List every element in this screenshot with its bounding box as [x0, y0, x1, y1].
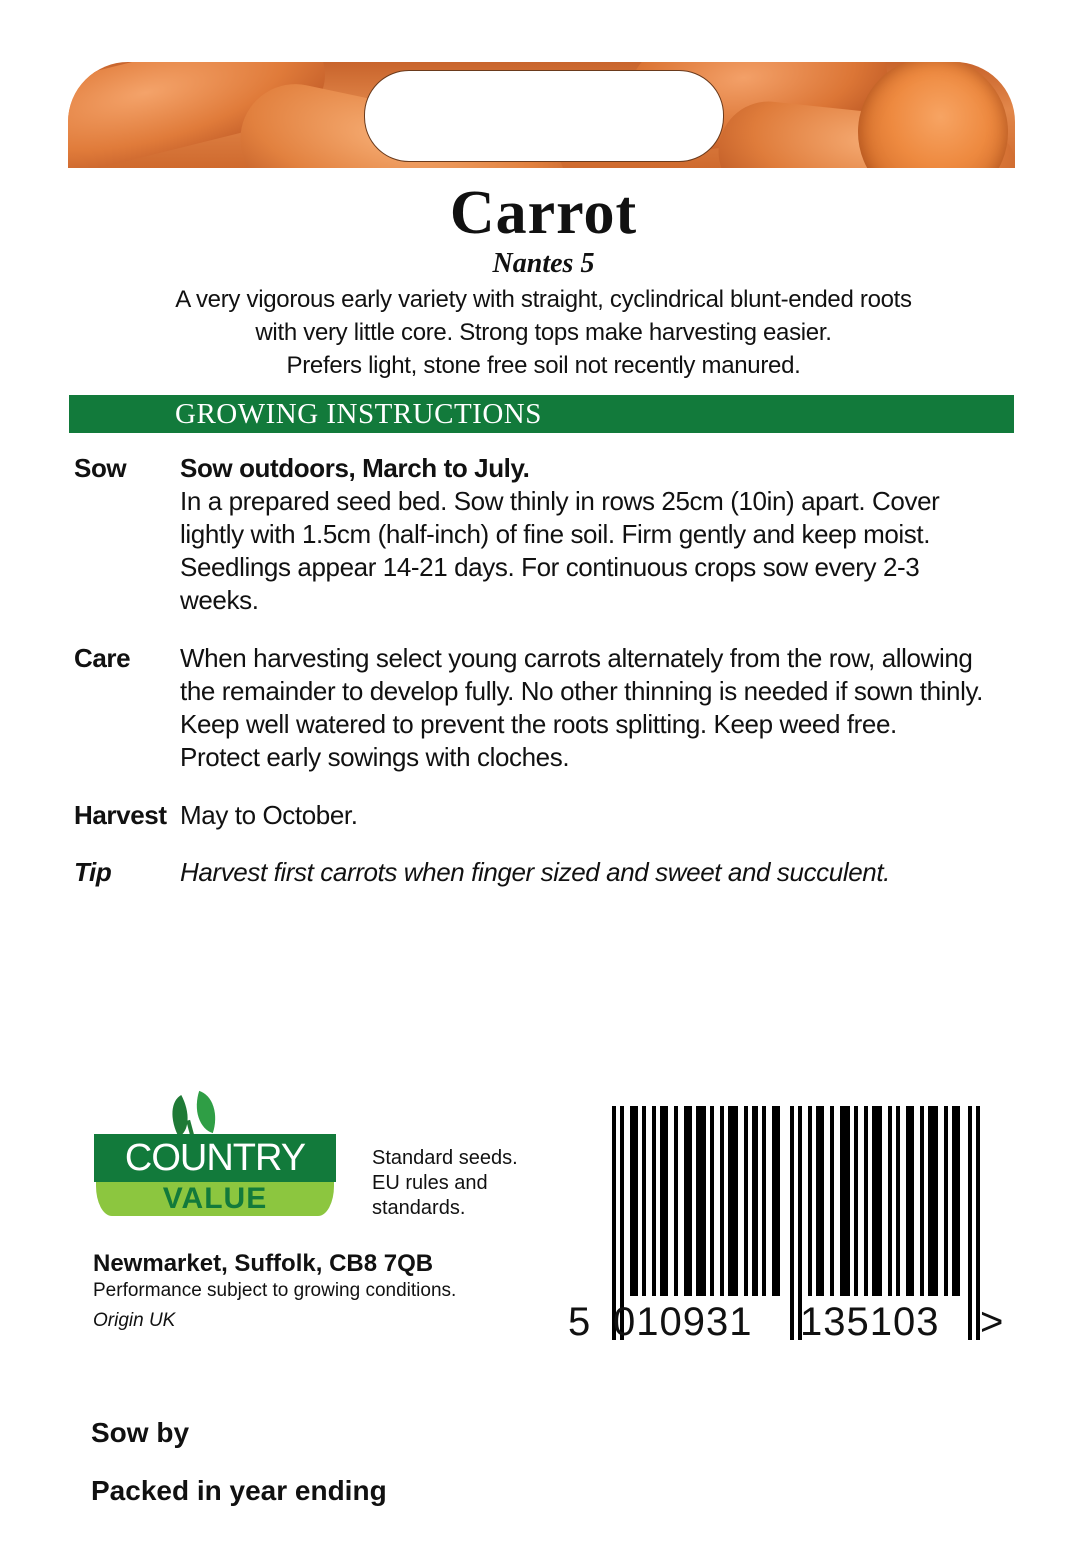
company-address: Newmarket, Suffolk, CB8 7QB [93, 1250, 434, 1277]
sow-line: Seedlings appear 14-21 days. For continuous crops sow every 2-3 [180, 552, 920, 582]
tip-text: Harvest first carrots when finger sized and sweet and succulent. [180, 857, 890, 887]
product-description [100, 283, 987, 382]
care-line: Protect early sowings with cloches. [180, 742, 570, 772]
country-value-logo [94, 1092, 336, 1226]
care-line: the remainder to develop fully. No other thinning is needed if sown thinly. [180, 676, 983, 706]
harvest-text: May to October. [180, 800, 358, 830]
carrot-cross-section-image [858, 62, 1008, 168]
barcode-end-mark: > [980, 1300, 1004, 1344]
sow-by-label: Sow by [91, 1417, 190, 1448]
care-line: Keep well watered to prevent the roots splitting. Keep weed free. [180, 709, 897, 739]
description-line: A very vigorous early variety with straight, cyclindrical blunt-ended roots [175, 286, 912, 313]
barcode-right-digits: 135103 [800, 1300, 940, 1344]
care-line: When harvesting select young carrots alternately from the row, allowing [180, 643, 973, 673]
section-heading: GROWING INSTRUCTIONS [175, 398, 542, 430]
sow-headline: Sow outdoors, March to July. [180, 453, 530, 483]
sow-line: In a prepared seed bed. Sow thinly in rows 25cm (10in) apart. Cover [180, 486, 940, 516]
description-line: Prefers light, stone free soil not recently manured. [286, 352, 801, 379]
standard-seeds-note [372, 1146, 518, 1221]
product-variety: Nantes 5 [492, 248, 595, 279]
barcode-first-digit: 5 [568, 1300, 591, 1344]
barcode-left-digits: 010931 [613, 1300, 753, 1344]
tip-label: Tip [74, 857, 112, 887]
care-text [180, 642, 1010, 774]
sow-label: Sow [74, 453, 127, 483]
logo-wordmark-bottom: VALUE [96, 1182, 334, 1216]
description-line: with very little core. Strong tops make harvesting easier. [255, 319, 832, 346]
standard-line: EU rules and [372, 1172, 488, 1194]
performance-note: Performance subject to growing conditions. [93, 1280, 457, 1301]
growing-instructions-band [69, 395, 1014, 433]
packed-year-label: Packed in year ending [91, 1475, 387, 1506]
product-title: Carrot [449, 179, 638, 247]
harvest-label: Harvest [74, 800, 167, 830]
care-label: Care [74, 643, 131, 673]
sow-line: weeks. [180, 585, 259, 615]
standard-line: standards. [372, 1197, 466, 1219]
sow-text [180, 452, 1010, 617]
logo-wordmark-top: COUNTRY [94, 1134, 336, 1182]
sow-line: lightly with 1.5cm (half-inch) of fine soil. Firm gently and keep moist. [180, 519, 931, 549]
standard-line: Standard seeds. [372, 1147, 518, 1169]
leaf-icon [188, 1091, 224, 1133]
origin-note: Origin UK [93, 1310, 176, 1331]
carrot-photo-banner [68, 62, 1015, 168]
hang-hole [364, 70, 724, 162]
